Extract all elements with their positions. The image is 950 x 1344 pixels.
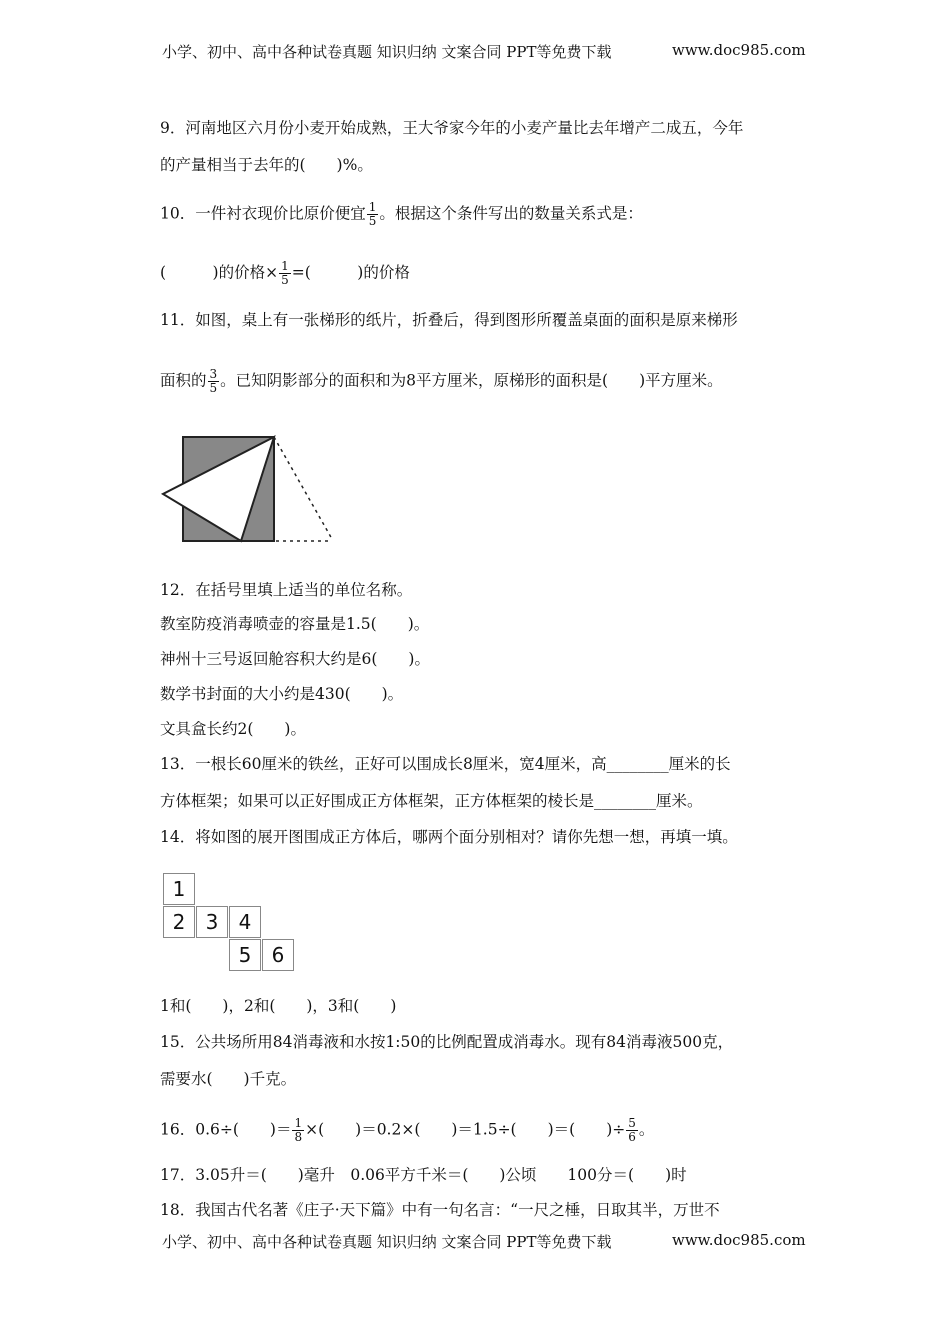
header-url[interactable]: www.doc985.com	[672, 41, 806, 59]
q9-line2: 的产量相当于去年的( )%。	[160, 156, 373, 174]
q9-line1: 9．河南地区六月份小麦开始成熟，王大爷家今年的小麦产量比去年增产二成五，今年	[160, 119, 744, 137]
fraction-numerator: 1	[368, 200, 377, 214]
q10-text-post: 。根据这个条件写出的数量关系式是：	[379, 204, 643, 223]
q11-line1: 11．如图，桌上有一张梯形的纸片，折叠后，得到图形所覆盖桌面的面积是原来梯形	[160, 311, 738, 329]
cube-face: 2	[163, 906, 195, 938]
q17-line: 17．3.05升＝( )毫升 0.06平方千米＝( )公顷 100分＝( )时	[160, 1166, 687, 1184]
fraction-numerator: 1	[294, 1116, 303, 1130]
q11-line2	[160, 368, 723, 395]
q16-text-c: 。	[638, 1120, 655, 1139]
q10-formula-b: =( )的价格	[291, 263, 410, 282]
q15-line1: 15．公共场所用84消毒液和水按1:50的比例配置成消毒水。现有84消毒液500克，	[160, 1033, 734, 1051]
q16-text-b: ×( )＝0.2×( )＝1.5÷( )＝( )÷	[305, 1120, 626, 1139]
q10-formula-fraction	[279, 260, 291, 287]
q11-text-pre: 面积的	[160, 371, 207, 390]
q11-fraction	[208, 368, 220, 395]
fraction-denominator: 5	[209, 381, 218, 395]
header-text: 小学、初中、高中各种试卷真题 知识归纳 文案合同 PPT等免费下载	[162, 43, 612, 61]
q10-line2	[160, 260, 410, 287]
q14-answer: 1和( )，2和( )，3和( )	[160, 997, 397, 1015]
q10-formula-a: ( )的价格×	[160, 263, 279, 282]
q12-item: 文具盒长约2( )。	[160, 720, 306, 738]
q14-line1: 14．将如图的展开图围成正方体后，哪两个面分别相对？请你先想一想，再填一填。	[160, 828, 738, 846]
q12-item: 数学书封面的大小约是430( )。	[160, 685, 404, 703]
q13-line2: 方体框架；如果可以正好围成正方体框架，正方体框架的棱长是________厘米。	[160, 792, 703, 810]
q12-item: 教室防疫消毒喷壶的容量是1.5( )。	[160, 615, 430, 633]
footer-url[interactable]: www.doc985.com	[672, 1231, 806, 1249]
page-footer	[162, 1231, 806, 1252]
q16-text-a: 16．0.6÷( )＝	[160, 1120, 292, 1139]
q10-line1	[160, 201, 643, 228]
dotted-fold-edge	[274, 437, 332, 539]
fraction-denominator: 5	[281, 273, 289, 287]
cube-face: 1	[163, 873, 195, 905]
q13-line1: 13．一根长60厘米的铁丝，正好可以围成长8厘米，宽4厘米，高________厘米的长	[160, 755, 731, 773]
q11-text-post: 。已知阴影部分的面积和为8平方厘米，原梯形的面积是( )平方厘米。	[220, 371, 723, 390]
q12-title: 12．在括号里填上适当的单位名称。	[160, 581, 413, 599]
q18-line: 18．我国古代名著《庄子·天下篇》中有一句名言：“一尺之棰，日取其半，万世不	[160, 1201, 720, 1219]
q10-text: 10．一件衬衣现价比原价便宜	[160, 204, 366, 223]
fraction-denominator: 5	[368, 214, 377, 228]
fraction-numerator: 5	[628, 1116, 636, 1130]
fraction-numerator: 1	[281, 259, 289, 273]
cube-face: 4	[229, 906, 261, 938]
footer-text: 小学、初中、高中各种试卷真题 知识归纳 文案合同 PPT等免费下载	[162, 1233, 612, 1251]
q16-line	[160, 1117, 654, 1144]
page-header	[162, 41, 806, 62]
cube-face: 5	[229, 939, 261, 971]
q15-line2: 需要水( )千克。	[160, 1070, 297, 1088]
fraction-denominator: 8	[294, 1130, 303, 1144]
q12-item: 神州十三号返回舱容积大约是6( )。	[160, 650, 430, 668]
q11-trapezoid-figure	[160, 432, 340, 548]
fraction-numerator: 3	[209, 367, 218, 381]
fraction-denominator: 6	[628, 1130, 636, 1144]
cube-face: 6	[262, 939, 294, 971]
cube-face: 3	[196, 906, 228, 938]
q16-fraction-1	[292, 1117, 304, 1144]
q16-fraction-2	[626, 1117, 638, 1144]
q10-fraction	[367, 201, 379, 228]
